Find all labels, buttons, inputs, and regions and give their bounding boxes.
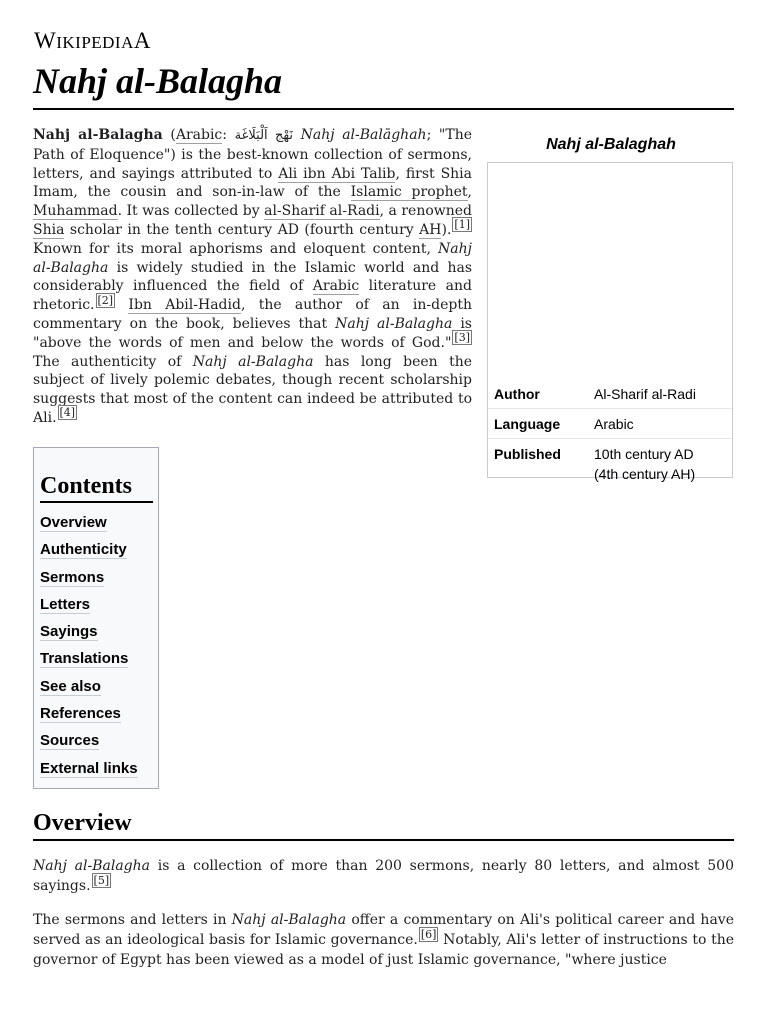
lead-paragraph [33,126,472,428]
infobox-row-language [488,409,732,439]
toc-item-label[interactable]: Sources [40,732,100,750]
citation-5[interactable]: [5] [93,874,110,888]
link-arabic[interactable]: Arabic [175,127,223,143]
toc-item-label[interactable]: Letters [40,595,91,613]
citation-4[interactable]: [4] [59,406,76,420]
lead-text: has long been the subject of lively polemic debates, though recent scholarship suggests that most of the content can indeed be attributed to Ali. [33,353,472,426]
overview-italic-title: Nahj al-Balagha [33,858,151,874]
section-heading-overview: Overview [33,810,132,836]
citation-1[interactable]: [1] [454,218,470,232]
toc-item-label[interactable]: Overview [40,514,107,531]
overview-paragraph-1 [33,856,734,896]
toc-item-sources[interactable] [40,732,138,759]
lead-text: is widely studied in the Islamic world and has considerably influenced the field of [33,259,472,295]
infobox-value [590,439,732,489]
toc-item-letters[interactable] [40,596,138,623]
lead-text: literature and rhetoric. [33,278,472,314]
citation-3[interactable]: [3] [454,331,470,345]
lead-text: , a renowned [379,203,473,220]
lead-text: , first Shia Imam, the cousin and son-in-law of the [33,165,473,201]
lead-text: ( [162,127,176,143]
lead-italic-title: Nahj al-Balagha [335,315,453,332]
link-ali-ibn-abi-talib[interactable]: Ali ibn Abi Talib [278,165,396,182]
logo-w: W [34,28,57,53]
section-divider [33,839,734,841]
toc-item-label[interactable]: Authenticity [40,541,127,559]
link-islamic-prophet[interactable]: Islamic prophet [350,184,468,201]
overview-italic-title: Nahj al-Balagha [231,912,347,928]
infobox-table [488,379,732,488]
lead-bold-title: Nahj al-Balagha [33,127,163,143]
wikipedia-logo[interactable] [34,28,151,54]
lead-text: Known for its moral aphorisms and eloquent content, [33,240,439,257]
citation-6[interactable]: [6] [420,928,437,942]
lead-text [293,127,301,143]
lead-text: The authenticity of [33,353,193,370]
published-line-2: (4th century AH) [594,466,696,482]
citation-2[interactable]: [2] [97,293,114,307]
transliteration: Nahj al-Balāghah [300,127,427,143]
lead-text: : [222,127,235,143]
lead-text: . It was collected by [117,203,265,220]
toc-item-label[interactable]: Sayings [40,623,98,641]
lead-text: ). [441,221,452,238]
overview-paragraph-2 [33,910,734,970]
infobox-row-published [488,439,732,489]
page-title: Nahj al-Balagha [33,61,283,101]
infobox-key: Published [488,439,590,489]
toc-item-sermons[interactable] [40,569,138,596]
infobox-value: Arabic [590,409,732,439]
link-ibn-abil-hadid[interactable]: Ibn Abil-Hadid [128,297,241,314]
logo-rest: IKIPEDIA [56,33,134,52]
toc-item-external-links[interactable] [40,760,138,787]
infobox [487,162,733,482]
toc-item-overview[interactable] [40,514,138,541]
overview-text: Notably, Ali's letter of instructions to the governor of Egypt has been viewed as a model of just Islamic governance, "where justice [33,932,734,968]
toc-item-label[interactable]: See also [40,677,101,695]
infobox-caption: Nahj al-Balaghah [546,136,676,153]
link-arabic-literature[interactable]: Arabic [312,278,360,295]
arabic-script: نَهْج اَلْبَلَاغَة [234,128,293,143]
lead-text: scholar in the tenth century AD (fourth century [64,221,420,238]
published-line-1: 10th century AD [594,446,694,462]
toc-title: Contents [40,473,153,503]
title-divider [33,108,734,110]
link-ah[interactable]: AH [419,221,442,238]
toc-item-authenticity[interactable] [40,541,138,568]
toc-item-see-also[interactable] [40,678,138,705]
overview-text: offer a commentary on Ali's political career and have served as an ideological basis for Islamic governance. [33,912,734,948]
toc-item-label[interactable]: Sermons [40,568,105,586]
lead-text: ; "The Path of Eloquence") is the best-known collection of sermons, letters, and sayings attributed to [33,127,472,182]
lead-text: , the author of an in-depth commentary on the book, believes that [33,297,472,332]
lead-text [115,297,128,313]
toc-item-label[interactable]: External links [40,759,138,777]
infobox-row-author [488,379,732,409]
overview-text: is a collection of more than 200 sermons, nearly 80 letters, and almost 500 sayings. [33,858,734,894]
link-shia[interactable]: Shia [33,221,65,238]
lead-italic-title: Nahj al-Balagha [192,353,314,370]
lead-text: is "above the words of men and below the words of God." [33,315,472,351]
infobox-value: Al-Sharif al-Radi [594,386,696,402]
link-muhammad[interactable]: Muhammad [33,203,118,220]
infobox-key: Author [494,386,540,402]
toc-item-sayings[interactable] [40,623,138,650]
toc-item-translations[interactable] [40,650,138,677]
toc-item-label[interactable]: References [40,705,121,723]
lead-text: , [467,184,472,201]
link-al-sharif-al-radi[interactable]: al-Sharif al-Radi [264,203,380,220]
toc-list [40,514,138,787]
toc-item-label[interactable]: Translations [40,650,129,668]
table-of-contents [33,447,159,789]
infobox-key: Language [488,409,590,439]
logo-end: A [133,28,151,53]
overview-text: The sermons and letters in [33,912,232,928]
lead-italic-title: Nahj al-Balagha [33,240,472,276]
toc-item-references[interactable] [40,705,138,732]
